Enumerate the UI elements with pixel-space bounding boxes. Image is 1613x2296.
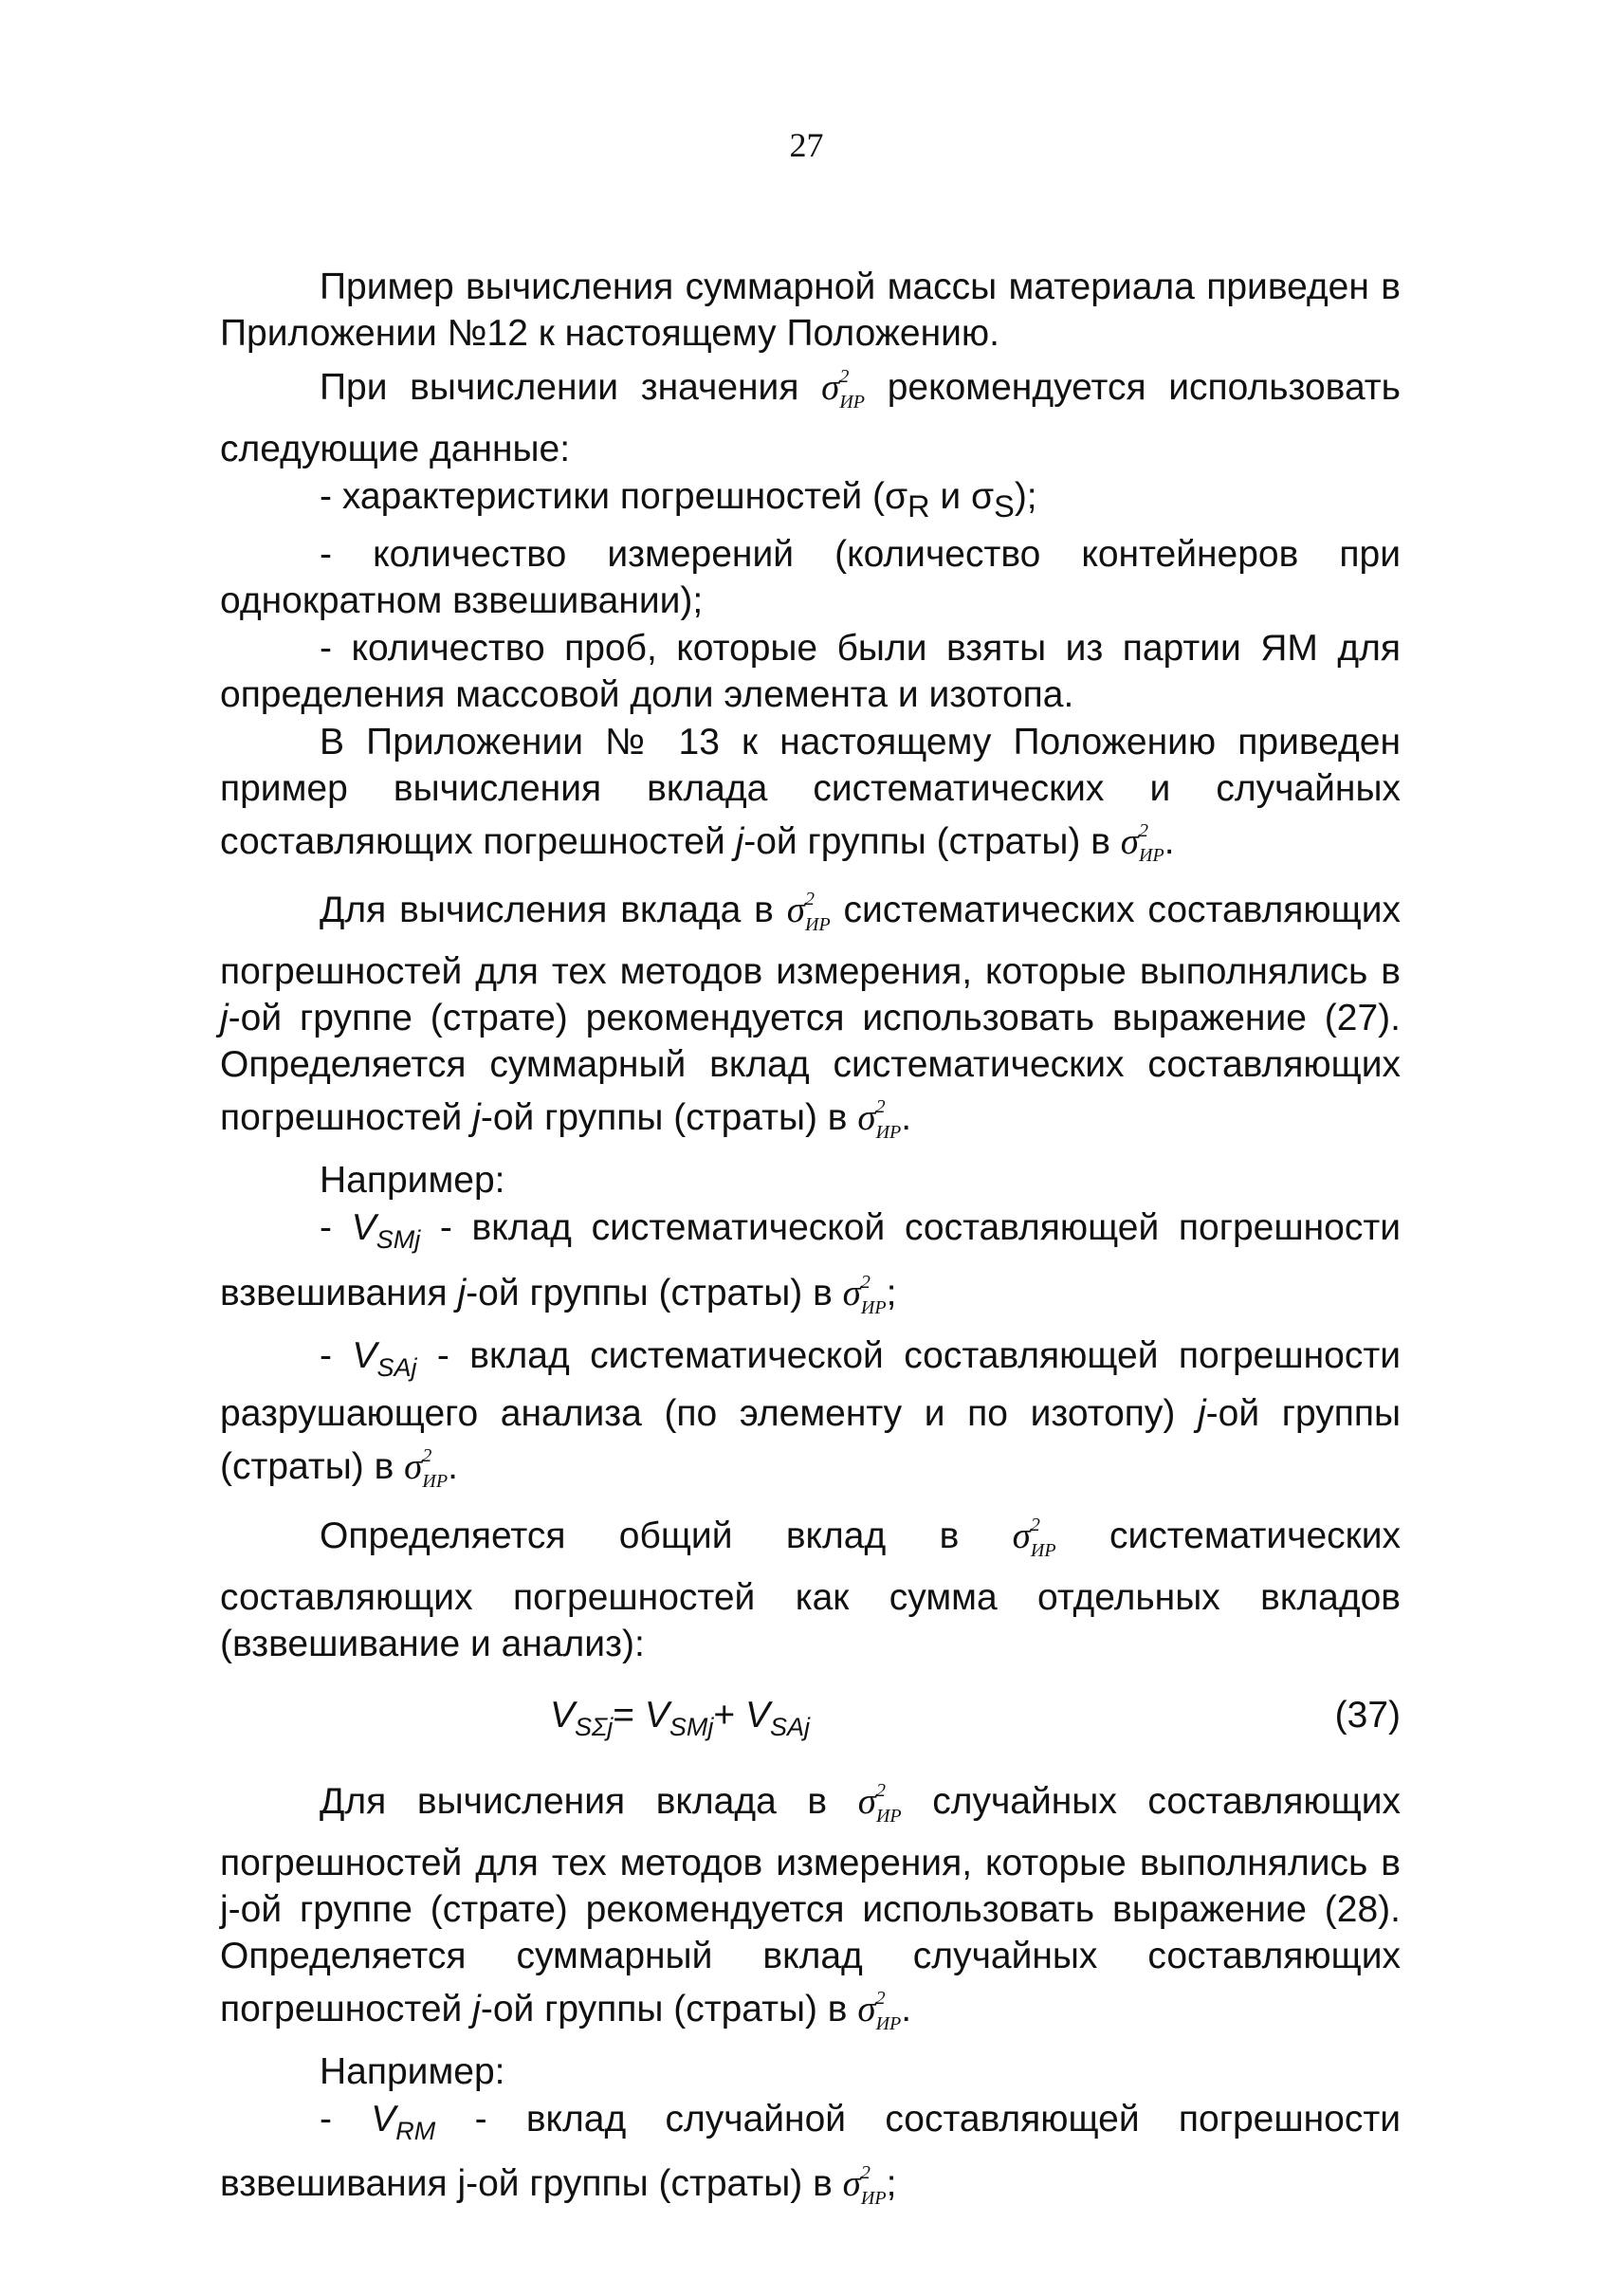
list-item-samples: - количество проб, которые были взяты из партии ЯМ для определения массовой доли элемента и изотопа. xyxy=(220,627,1401,715)
paragraph-sigma-data: При вычислении значения $\sigma^2_{ИР}$ рекомендуется использовать следующие данные: xyxy=(220,366,1401,469)
paragraph-random-contribution: Для вычисления вклада в $\sigma^2_{ИР}$ случайных составляющих погрешностей для тех методов измерения, которые выполнялись в j-ой группе (страте) рекомендуется использовать выражение (28). Определяется суммарный вклад случайных составляющих погрешностей j-ой группы (страты) в $\sigma^2_{ИР}$. xyxy=(220,1779,1401,2034)
formula-number: (37) xyxy=(1334,1694,1401,1736)
sigma-symbol: $\sigma^2_{ИР}$ xyxy=(857,1096,902,1143)
sigma-symbol: $\sigma^2_{ИР}$ xyxy=(842,1271,887,1318)
paragraph-mass-example: Пример вычисления суммарной массы материала приведен в Приложении №12 к настоящему Положению. xyxy=(220,266,1401,354)
document-body xyxy=(220,264,1401,2223)
sigma-symbol: $\sigma^2_{ИР}$ xyxy=(1120,819,1164,867)
sigma-symbol: $\sigma^2_{ИР}$ xyxy=(1012,1515,1056,1561)
sigma-symbol: $\sigma^2_{ИР}$ xyxy=(842,2162,887,2210)
paragraph-total-systematic: Определяется общий вклад в $\sigma^2_{ИР}$ систематических составляющих погрешностей как сумма отдельных вкладов (взвешивание и анализ): xyxy=(220,1515,1401,1664)
sigma-symbol: $\sigma^2_{ИР}$ xyxy=(857,1779,902,1827)
list-item-vsmj: - $V_{SMj}$ - вклад систематической составляющей погрешности взвешивания j-ой группы (страты) в $\sigma^2_{ИР}$; xyxy=(220,1206,1401,1318)
example-label: Например: xyxy=(320,1159,505,1201)
paragraph-systematic-contribution: Для вычисления вклада в $\sigma^2_{ИР}$ систематических составляющих погрешностей для тех методов измерения, которые выполнялись в j-ой группе (страте) рекомендуется использовать выражение (27). Определяется суммарный вклад систематических составляющих погрешностей j-ой группы (страты) в $\sigma^2_{ИР}$. xyxy=(220,889,1401,1143)
list-item-vrm: - $V_{RM}$ - вклад случайной составляющей погрешности взвешивания j-ой группы (страты) в $\sigma^2_{ИР}$; xyxy=(220,2098,1401,2210)
list-item-vsaj: - $V_{SAj}$ - вклад систематической составляющей погрешности разрушающего анализа (по элементу и по изотопу) j-ой группы (страты) в $\sigma^2_{ИР}$. xyxy=(220,1334,1402,1493)
formula-37 xyxy=(220,1692,1401,1747)
sigma-symbol: $\sigma^2_{ИР}$ xyxy=(857,1987,902,2034)
sigma-symbol: $\sigma^2_{ИР}$ xyxy=(821,366,866,413)
page-number: 27 xyxy=(789,126,824,164)
list-item-error-characteristics: - характеристики погрешностей ($\sigma_R$ и $\sigma_S$); xyxy=(320,475,1037,523)
sigma-symbol: $\sigma^2_{ИР}$ xyxy=(786,889,831,936)
formula-expression: $V_{S\Sigma j}= V_{SMj}+ V_{SAj}$ xyxy=(550,1694,811,1741)
list-item-measurements: - количество измерений (количество контейнеров при однократном взвешивании); xyxy=(220,533,1401,621)
example-label: Например: xyxy=(320,2050,505,2092)
paragraph-appendix-13: В Приложении № 13 к настоящему Положению приведен пример вычисления вклада систематических и случайных составляющих погрешностей j-ой группы (страты) в $\sigma^2_{ИР}$. xyxy=(220,721,1401,867)
sigma-symbol: $\sigma^2_{ИР}$ xyxy=(404,1445,449,1493)
